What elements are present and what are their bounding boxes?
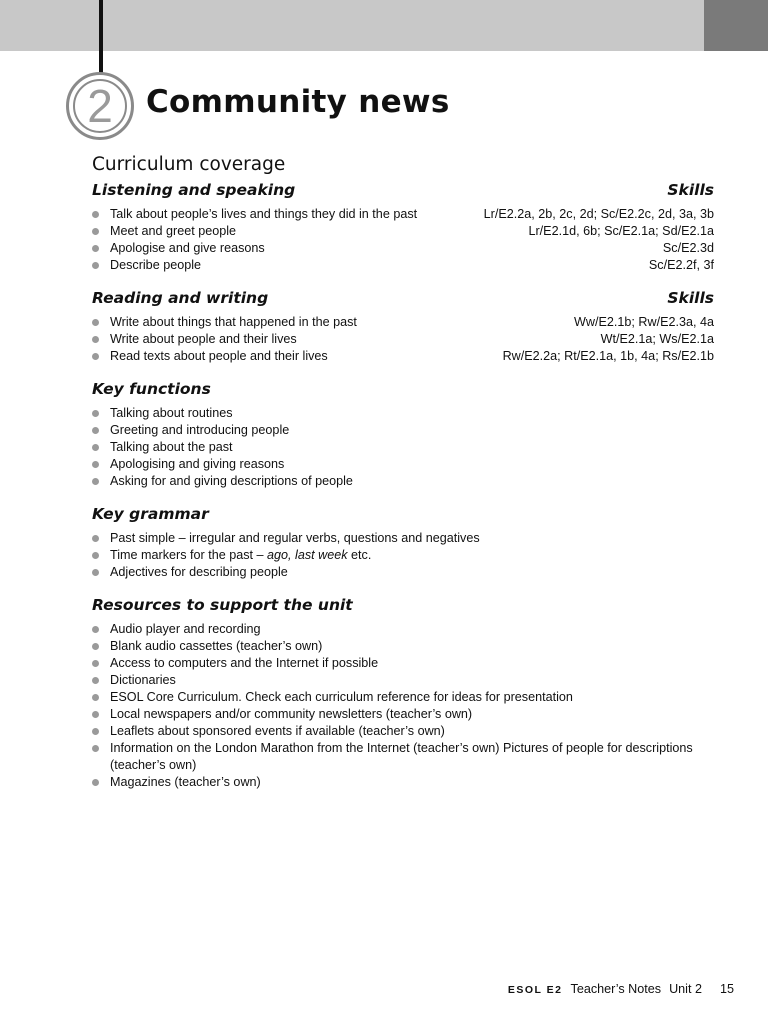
item-text-main: Past simple – irregular and regular verbs, questions and negatives — [110, 531, 480, 545]
item-text — [110, 314, 367, 331]
bullet-icon — [92, 461, 99, 468]
item-text — [110, 439, 243, 456]
skill-code: Wt/E2.1a; Ws/E2.1a — [600, 332, 714, 346]
bullet-icon — [92, 319, 99, 326]
item-text-main: Dictionaries — [110, 673, 176, 687]
bullet-icon — [92, 677, 99, 684]
bullet-list — [92, 530, 714, 581]
item-text — [110, 530, 490, 547]
item-text-main: Information on the London Marathon from the Internet (teacher’s own) Pictures of people for descriptions (teacher’s own) — [110, 741, 693, 772]
item-text — [110, 456, 294, 473]
coverage-heading: Curriculum coverage — [92, 154, 286, 175]
item-text-main: Time markers for the past – — [110, 548, 268, 562]
section-header — [92, 505, 714, 523]
list-item — [92, 706, 714, 723]
section-header — [92, 289, 714, 307]
bullet-icon — [92, 660, 99, 667]
item-text — [110, 223, 246, 240]
list-item — [92, 621, 714, 638]
bullet-icon — [92, 245, 99, 252]
list-item — [92, 740, 714, 774]
list-item — [92, 655, 714, 672]
section — [92, 505, 714, 581]
item-text — [110, 564, 298, 581]
list-item — [92, 439, 714, 456]
item-text-main: ESOL Core Curriculum. Check each curriculum reference for ideas for presentation — [110, 690, 573, 704]
item-text — [110, 774, 271, 791]
page-number: 15 — [719, 982, 734, 996]
bullet-list — [92, 206, 714, 274]
list-item — [92, 530, 714, 547]
list-item — [92, 774, 714, 791]
header-band — [0, 0, 704, 51]
unit-number: 2 — [73, 79, 127, 133]
bullet-icon — [92, 643, 99, 650]
skill-code: Lr/E2.1d, 6b; Sc/E2.1a; Sd/E2.1a — [528, 224, 714, 238]
item-text-main: Local newspapers and/or community newsletters (teacher’s own) — [110, 707, 473, 721]
list-item — [92, 257, 714, 274]
bullet-icon — [92, 262, 99, 269]
bullet-list — [92, 621, 714, 791]
section-header — [92, 596, 714, 614]
bullet-icon — [92, 444, 99, 451]
footer-book: Teacher’s Notes — [570, 982, 662, 996]
bullet-icon — [92, 410, 99, 417]
footer-series: ESOL E2 — [507, 984, 563, 996]
item-text — [110, 547, 381, 564]
list-item — [92, 638, 714, 655]
item-text-main: Magazines (teacher’s own) — [110, 775, 261, 789]
list-item — [92, 223, 714, 240]
list-item — [92, 314, 714, 331]
section-title: Resources to support the unit — [92, 596, 353, 614]
list-item — [92, 723, 714, 740]
skill-code: Rw/E2.2a; Rt/E2.1a, 1b, 4a; Rs/E2.1b — [502, 349, 714, 363]
item-text-main: Adjectives for describing people — [110, 565, 288, 579]
item-text — [110, 621, 271, 638]
sections-container — [92, 181, 714, 791]
item-text — [110, 655, 388, 672]
item-text — [110, 706, 482, 723]
section — [92, 380, 714, 490]
bullet-icon — [92, 694, 99, 701]
list-item — [92, 456, 714, 473]
section-title: Listening and speaking — [92, 181, 296, 199]
bullet-icon — [92, 552, 99, 559]
bullet-icon — [92, 745, 99, 752]
list-item — [92, 547, 714, 564]
item-text-main: Asking for and giving descriptions of people — [110, 474, 353, 488]
item-text — [110, 473, 363, 490]
item-text — [110, 348, 338, 365]
item-text — [110, 206, 427, 223]
item-text — [110, 422, 299, 439]
skill-code: Lr/E2.2a, 2b, 2c, 2d; Sc/E2.2c, 2d, 3a, 3b — [483, 207, 714, 221]
item-text-italic: ago, last week — [267, 548, 348, 562]
bullet-list — [92, 405, 714, 490]
bullet-icon — [92, 711, 99, 718]
item-text-main: Write about things that happened in the past — [110, 315, 357, 329]
item-text — [110, 405, 243, 422]
header-corner-block — [704, 0, 768, 51]
curriculum-content — [92, 154, 714, 806]
item-text-main: Greeting and introducing people — [110, 423, 290, 437]
list-item — [92, 422, 714, 439]
item-text — [110, 672, 186, 689]
list-item — [92, 240, 714, 257]
item-text-main: Leaflets about sponsored events if available (teacher’s own) — [110, 724, 445, 738]
unit-marker-line — [99, 0, 103, 80]
item-text — [110, 240, 275, 257]
section-title: Reading and writing — [92, 289, 269, 307]
item-text — [110, 723, 455, 740]
section-header — [92, 181, 714, 199]
item-text — [110, 740, 714, 774]
bullet-icon — [92, 353, 99, 360]
item-text-main: Meet and greet people — [110, 224, 237, 238]
section — [92, 181, 714, 274]
item-text-main: Write about people and their lives — [110, 332, 297, 346]
page-footer — [508, 982, 734, 996]
bullet-icon — [92, 427, 99, 434]
bullet-icon — [92, 478, 99, 485]
item-text — [110, 331, 307, 348]
item-text-main: Apologising and giving reasons — [110, 457, 285, 471]
list-item — [92, 206, 714, 223]
item-text-main: Talking about routines — [110, 406, 233, 420]
item-text-main: Audio player and recording — [110, 622, 261, 636]
list-item — [92, 405, 714, 422]
section-header — [92, 380, 714, 398]
skill-code: Sc/E2.2f, 3f — [648, 258, 714, 272]
bullet-icon — [92, 211, 99, 218]
item-text — [110, 689, 583, 706]
section — [92, 596, 714, 791]
bullet-icon — [92, 626, 99, 633]
item-text — [110, 638, 332, 655]
bullet-icon — [92, 569, 99, 576]
item-text-main: Access to computers and the Internet if possible — [110, 656, 379, 670]
footer-unit: Unit 2 — [669, 982, 702, 996]
item-text-main: Read texts about people and their lives — [110, 349, 328, 363]
list-item — [92, 331, 714, 348]
skill-code: Ww/E2.1b; Rw/E2.3a, 4a — [574, 315, 714, 329]
bullet-list — [92, 314, 714, 365]
list-item — [92, 473, 714, 490]
section-title: Key functions — [92, 380, 211, 398]
item-text-main: Describe people — [110, 258, 202, 272]
bullet-icon — [92, 228, 99, 235]
skills-label: Skills — [667, 289, 714, 307]
item-text-suffix: etc. — [347, 548, 372, 562]
list-item — [92, 564, 714, 581]
item-text-main: Talking about the past — [110, 440, 233, 454]
section-title: Key grammar — [92, 505, 209, 523]
bullet-icon — [92, 728, 99, 735]
bullet-icon — [92, 779, 99, 786]
item-text-main: Talk about people’s lives and things they did in the past — [110, 207, 418, 221]
unit-number-badge — [66, 72, 134, 140]
item-text-main: Blank audio cassettes (teacher’s own) — [110, 639, 323, 653]
list-item — [92, 672, 714, 689]
item-text-main: Apologise and give reasons — [110, 241, 265, 255]
bullet-icon — [92, 336, 99, 343]
list-item — [92, 348, 714, 365]
list-item — [92, 689, 714, 706]
page-title: Community news — [146, 84, 450, 120]
skill-code: Sc/E2.3d — [662, 241, 714, 255]
section — [92, 289, 714, 365]
skills-label: Skills — [667, 181, 714, 199]
bullet-icon — [92, 535, 99, 542]
item-text — [110, 257, 211, 274]
